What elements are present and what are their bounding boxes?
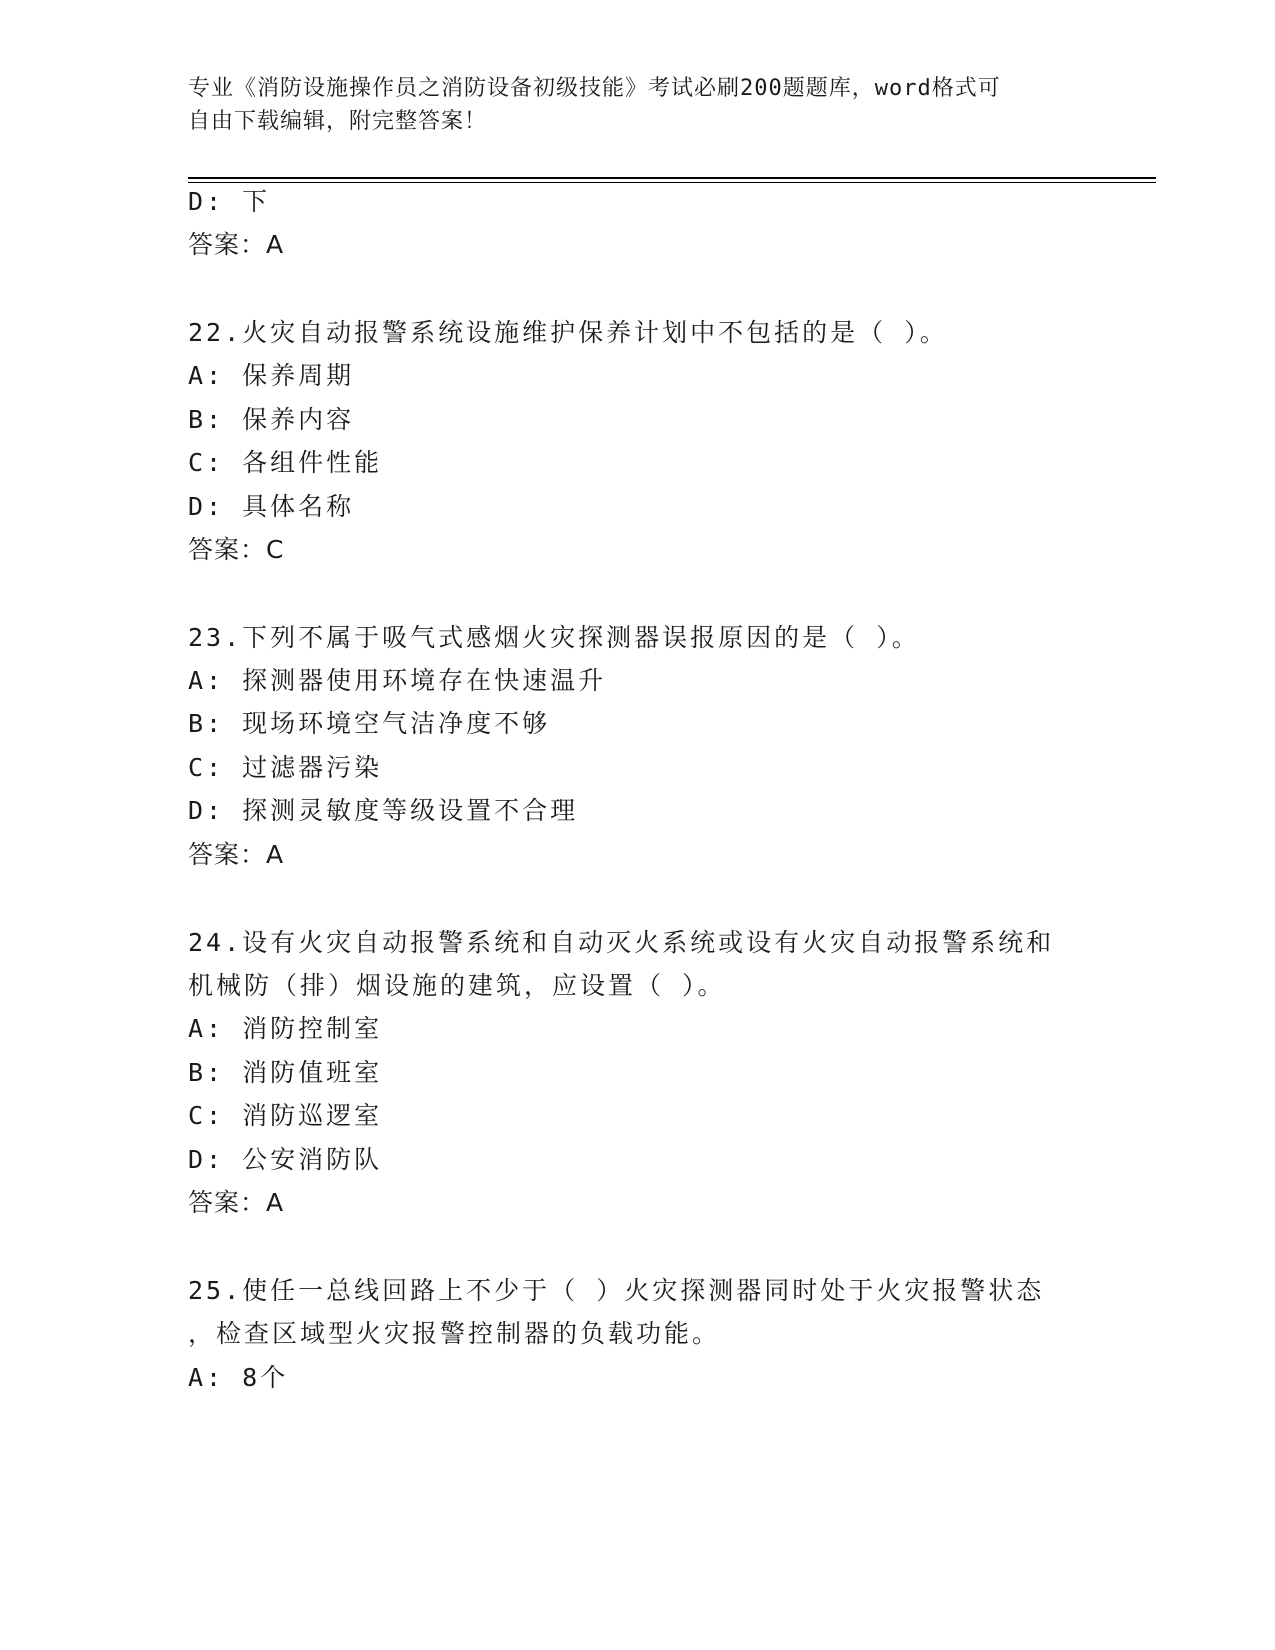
- q23-question: 23.下列不属于吸气式感烟火灾探测器误报原因的是（ ）。: [188, 623, 920, 652]
- q23-option-a: A: 探测器使用环境存在快速温升: [188, 666, 607, 695]
- q23-option-c: C: 过滤器污染: [188, 753, 383, 782]
- q23-option-b: B: 现场环境空气洁净度不够: [188, 709, 551, 738]
- q22-option-d: D: 具体名称: [188, 492, 355, 521]
- q22-question: 22.火灾自动报警系统设施维护保养计划中不包括的是（ ）。: [188, 318, 948, 347]
- q24-question-line-1: 24.设有火灾自动报警系统和自动灭火系统或设有火灾自动报警系统和: [188, 928, 1055, 957]
- q21-answer: 答案：A: [188, 230, 285, 259]
- q25-question-line-1: 25.使任一总线回路上不少于（ ）火灾探测器同时处于火灾报警状态: [188, 1276, 1045, 1305]
- q24-option-a: A: 消防控制室: [188, 1014, 383, 1043]
- q22-answer: 答案：C: [188, 535, 285, 564]
- q24-answer: 答案：A: [188, 1188, 285, 1217]
- q23-option-d: D: 探测灵敏度等级设置不合理: [188, 796, 579, 825]
- q25-option-a: A: 8个: [188, 1363, 289, 1392]
- q23-answer: 答案：A: [188, 840, 285, 869]
- q21-option-d: D: 下: [188, 187, 271, 216]
- header-divider: [188, 177, 1156, 183]
- document-header: [188, 72, 1068, 138]
- q24-option-b: B: 消防值班室: [188, 1058, 383, 1087]
- header-title-line-1: 专业《消防设施操作员之消防设备初级技能》考试必刷200题题库，word格式可: [188, 76, 1001, 101]
- q24-question-line-2: 机械防（排）烟设施的建筑，应设置（ ）。: [188, 971, 726, 1000]
- header-title-line-2: 自由下载编辑，附完整答案！: [188, 109, 488, 134]
- q22-option-c: C: 各组件性能: [188, 448, 383, 477]
- q22-option-a: A: 保养周期: [188, 361, 355, 390]
- q22-option-b: B: 保养内容: [188, 405, 355, 434]
- q24-option-d: D: 公安消防队: [188, 1145, 383, 1174]
- q24-option-c: C: 消防巡逻室: [188, 1101, 383, 1130]
- q25-question-line-2: ，检查区域型火灾报警控制器的负载功能。: [188, 1319, 721, 1348]
